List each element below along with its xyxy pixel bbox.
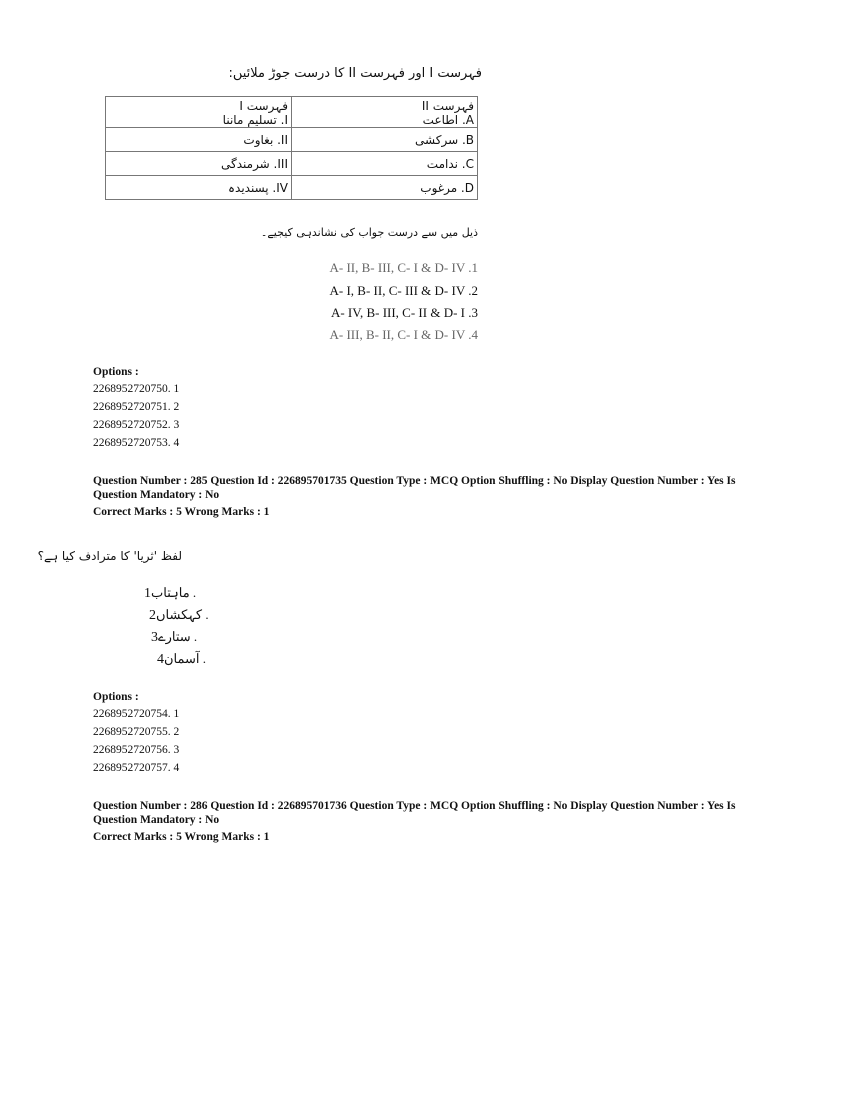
choice-number: 4 <box>157 652 164 667</box>
option-id: 2268952720752. 3 <box>93 419 180 431</box>
combo-option-4: A- III, B- II, C- I & D- IV .4 <box>329 327 478 342</box>
table-row <box>106 176 478 200</box>
q286-marks: Correct Marks : 5 Wrong Marks : 1 <box>93 831 270 843</box>
q285-marks: Correct Marks : 5 Wrong Marks : 1 <box>93 506 270 518</box>
choice-number: 3 <box>151 630 158 645</box>
list-i-cell <box>106 97 292 128</box>
option-id: 2268952720755. 2 <box>93 726 180 738</box>
q285-prompt: لفظ 'ثریا' کا مترادف کیا ہے؟ <box>37 549 182 563</box>
combo-option-2: A- I, B- II, C- III & D- IV .2 <box>329 283 478 298</box>
list-ii-item: D. مرغوب <box>292 176 478 200</box>
list-i-item: III. شرمندگی <box>106 152 292 176</box>
choice-text: . کہکشاں <box>156 607 209 622</box>
choice-number: 2 <box>149 608 156 623</box>
option-id: 2268952720756. 3 <box>93 744 180 756</box>
q285-meta: Question Number : 285 Question Id : 226895701735 Question Type : MCQ Option Shuffling : No Display Question Number : Yes Is <box>93 475 736 487</box>
choice-1 <box>144 585 196 602</box>
list-i-item: I. تسلیم ماننا <box>222 113 288 127</box>
q284-instruction: ذیل میں سے درست جواب کی نشاندہی کیجیے۔ <box>260 226 478 239</box>
match-table <box>105 96 478 200</box>
q284-prompt: فہرست I اور فہرست II کا درست جوڑ ملائیں: <box>228 66 482 81</box>
list-ii-item: A. اطاعت <box>422 113 474 127</box>
option-id: 2268952720753. 4 <box>93 437 180 449</box>
table-row <box>106 97 478 128</box>
choice-3 <box>151 629 197 646</box>
option-id: 2268952720751. 2 <box>93 401 180 413</box>
q286-meta: Question Number : 286 Question Id : 226895701736 Question Type : MCQ Option Shuffling : No Display Question Number : Yes Is <box>93 800 736 812</box>
choice-text: . ستارے <box>158 629 198 644</box>
combo-option-1: A- II, B- III, C- I & D- IV .1 <box>329 260 478 275</box>
options-label: Options : <box>93 691 139 703</box>
option-id: 2268952720757. 4 <box>93 762 180 774</box>
table-row <box>106 152 478 176</box>
list-i-item: IV. پسندیدہ <box>106 176 292 200</box>
choice-text: . آسمان <box>164 651 207 666</box>
option-id: 2268952720754. 1 <box>93 708 180 720</box>
list-i-header: فہرست I <box>239 99 288 113</box>
list-ii-header: فہرست II <box>421 99 474 113</box>
list-ii-item: B. سرکشی <box>292 128 478 152</box>
choice-4 <box>157 651 206 668</box>
choice-number: 1 <box>144 586 151 601</box>
options-label: Options : <box>93 366 139 378</box>
list-ii-item: C. ندامت <box>292 152 478 176</box>
option-id: 2268952720750. 1 <box>93 383 180 395</box>
q285-mandatory: Question Mandatory : No <box>93 489 220 501</box>
choice-2 <box>149 607 209 624</box>
list-i-item: II. بغاوت <box>106 128 292 152</box>
list-ii-cell <box>292 97 478 128</box>
table-row <box>106 128 478 152</box>
combo-option-3: A- IV, B- III, C- II & D- I .3 <box>330 305 478 320</box>
q286-mandatory: Question Mandatory : No <box>93 814 220 826</box>
choice-text: . ماہتاب <box>151 585 197 600</box>
